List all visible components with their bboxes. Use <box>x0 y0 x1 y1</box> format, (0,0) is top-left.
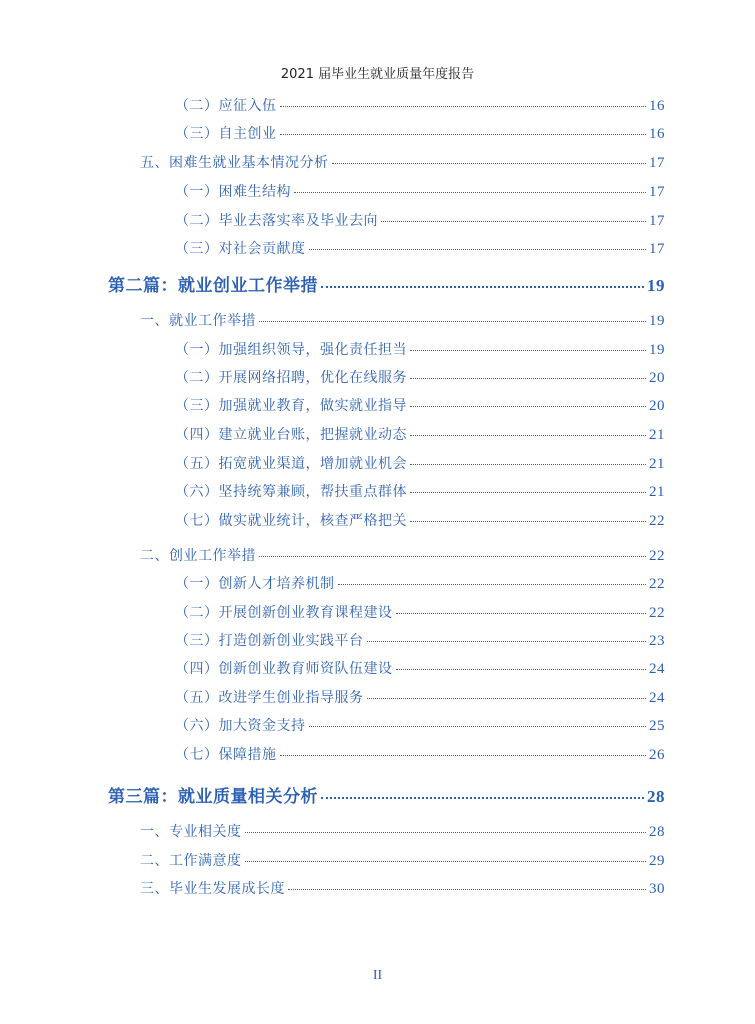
page-header: 2021 届毕业生就业质量年度报告 <box>280 67 475 82</box>
toc-dot-leader <box>245 861 647 862</box>
toc-entry[interactable] <box>175 715 665 735</box>
page-number: II <box>372 968 383 983</box>
toc-dot-leader <box>410 350 646 351</box>
toc-entry-page: 25 <box>649 718 665 734</box>
toc-entry-page: 17 <box>649 241 665 257</box>
toc-entry-page: 21 <box>649 427 665 443</box>
toc-dot-leader <box>259 321 646 322</box>
toc-entry-page: 30 <box>649 881 665 897</box>
toc-entry-title: （二）开展创新创业教育课程建设 <box>175 605 393 621</box>
toc-entry-page: 17 <box>649 213 665 229</box>
toc-entry-title: 二、工作满意度 <box>140 853 242 869</box>
toc-entry-title: 一、就业工作举措 <box>140 313 256 329</box>
toc-dot-leader <box>410 521 646 522</box>
toc-entry-title: （六）坚持统筹兼顾，帮扶重点群体 <box>175 484 407 500</box>
toc-dot-leader <box>367 698 647 699</box>
toc-entry-title: （五）改进学生创业指导服务 <box>175 690 364 706</box>
toc-dot-leader <box>410 406 646 407</box>
toc-entry[interactable] <box>140 821 665 841</box>
toc-entry-title: （三）打造创新创业实践平台 <box>175 633 364 649</box>
toc-entry-title: 第三篇：就业质量相关分析 <box>108 787 318 807</box>
toc-entry-title: 一、专业相关度 <box>140 824 242 840</box>
toc-dot-leader <box>410 435 646 436</box>
toc-entry[interactable] <box>175 181 665 201</box>
toc-entry-page: 29 <box>649 853 665 869</box>
toc-entry[interactable] <box>175 367 665 387</box>
toc-entry[interactable] <box>175 453 665 473</box>
toc-entry[interactable] <box>175 424 665 444</box>
toc-entry[interactable] <box>175 744 665 764</box>
toc-entry[interactable] <box>175 573 665 593</box>
toc-entry-page: 22 <box>649 576 665 592</box>
toc-entry-title: （四）创新创业教育师资队伍建设 <box>175 661 393 677</box>
toc-entry[interactable] <box>175 630 665 650</box>
toc-entry-title: （二）开展网络招聘，优化在线服务 <box>175 370 407 386</box>
toc-entry-page: 22 <box>649 605 665 621</box>
toc-entry-title: 五、困难生就业基本情况分析 <box>140 155 329 171</box>
toc-entry[interactable] <box>140 310 665 330</box>
toc-entry[interactable] <box>140 850 665 870</box>
toc-dot-leader <box>410 464 646 465</box>
toc-entry-page: 24 <box>649 690 665 706</box>
toc-entry-title: （二）应征入伍 <box>175 98 277 114</box>
toc-dot-leader <box>396 669 647 670</box>
toc-entry-page: 28 <box>647 787 665 806</box>
toc-dot-leader <box>410 492 646 493</box>
toc-entry-page: 16 <box>649 98 665 114</box>
toc-entry-title: （四）建立就业台账，把握就业动态 <box>175 427 407 443</box>
toc-entry[interactable] <box>175 602 665 622</box>
toc-dot-leader <box>280 134 647 135</box>
toc-dot-leader <box>381 221 646 222</box>
toc-entry-page: 20 <box>649 370 665 386</box>
toc-entry-page: 19 <box>647 276 665 295</box>
toc-entry-page: 26 <box>649 747 665 763</box>
toc-entry-title: （七）做实就业统计，核查严格把关 <box>175 513 407 529</box>
toc-entry-title: （三）对社会贡献度 <box>175 241 306 257</box>
toc-entry-page: 20 <box>649 398 665 414</box>
toc-entry-page: 21 <box>649 456 665 472</box>
toc-entry[interactable] <box>140 545 665 565</box>
toc-dot-leader <box>332 163 647 164</box>
toc-entry-title: （一）加强组织领导，强化责任担当 <box>175 342 407 358</box>
toc-dot-leader <box>294 192 646 193</box>
toc-entry[interactable] <box>175 210 665 230</box>
toc-entry-title: （一）创新人才培养机制 <box>175 576 335 592</box>
toc-entry[interactable] <box>175 238 665 258</box>
toc-entry-page: 19 <box>649 313 665 329</box>
toc-dot-leader <box>410 378 646 379</box>
toc-dot-leader <box>396 613 647 614</box>
toc-entry[interactable] <box>175 95 665 115</box>
toc-dot-leader <box>321 797 644 799</box>
toc-entry-page: 22 <box>649 548 665 564</box>
toc-entry-page: 28 <box>649 824 665 840</box>
toc-entry-page: 21 <box>649 484 665 500</box>
toc-entry-title: （三）加强就业教育，做实就业指导 <box>175 398 407 414</box>
toc-entry[interactable] <box>140 878 665 898</box>
toc-entry-page: 24 <box>649 661 665 677</box>
toc-entry[interactable] <box>175 395 665 415</box>
toc-dot-leader <box>288 889 646 890</box>
toc-entry[interactable] <box>175 123 665 143</box>
toc-entry-title: （七）保障措施 <box>175 747 277 763</box>
toc-dot-leader <box>280 755 647 756</box>
toc-dot-leader <box>338 584 647 585</box>
toc-entry-title: 第二篇：就业创业工作举措 <box>108 276 318 296</box>
toc-entry[interactable] <box>175 481 665 501</box>
toc-entry[interactable] <box>108 782 665 807</box>
toc-entry-title: （二）毕业去落实率及毕业去向 <box>175 213 378 229</box>
toc-entry-page: 22 <box>649 513 665 529</box>
toc-entry-page: 16 <box>649 126 665 142</box>
toc-entry-title: （六）加大资金支持 <box>175 718 306 734</box>
toc-entry[interactable] <box>175 339 665 359</box>
toc-entry[interactable] <box>140 152 665 172</box>
toc-entry[interactable] <box>175 658 665 678</box>
toc-dot-leader <box>259 556 646 557</box>
toc-dot-leader <box>367 641 647 642</box>
toc-entry-page: 23 <box>649 633 665 649</box>
toc-dot-leader <box>309 726 647 727</box>
toc-entry-page: 17 <box>649 184 665 200</box>
toc-dot-leader <box>321 286 644 288</box>
toc-entry-title: 二、创业工作举措 <box>140 548 256 564</box>
toc-entry-page: 17 <box>649 155 665 171</box>
toc-entry-title: 三、毕业生发展成长度 <box>140 881 285 897</box>
toc-entry[interactable] <box>175 687 665 707</box>
toc-dot-leader <box>309 249 647 250</box>
toc-dot-leader <box>280 106 647 107</box>
toc-entry[interactable] <box>175 510 665 530</box>
toc-entry[interactable] <box>108 271 665 296</box>
toc-entry-page: 19 <box>649 342 665 358</box>
toc-entry-title: （一）困难生结构 <box>175 184 291 200</box>
toc-entry-title: （五）拓宽就业渠道，增加就业机会 <box>175 456 407 472</box>
toc-dot-leader <box>245 832 647 833</box>
toc-entry-title: （三）自主创业 <box>175 126 277 142</box>
